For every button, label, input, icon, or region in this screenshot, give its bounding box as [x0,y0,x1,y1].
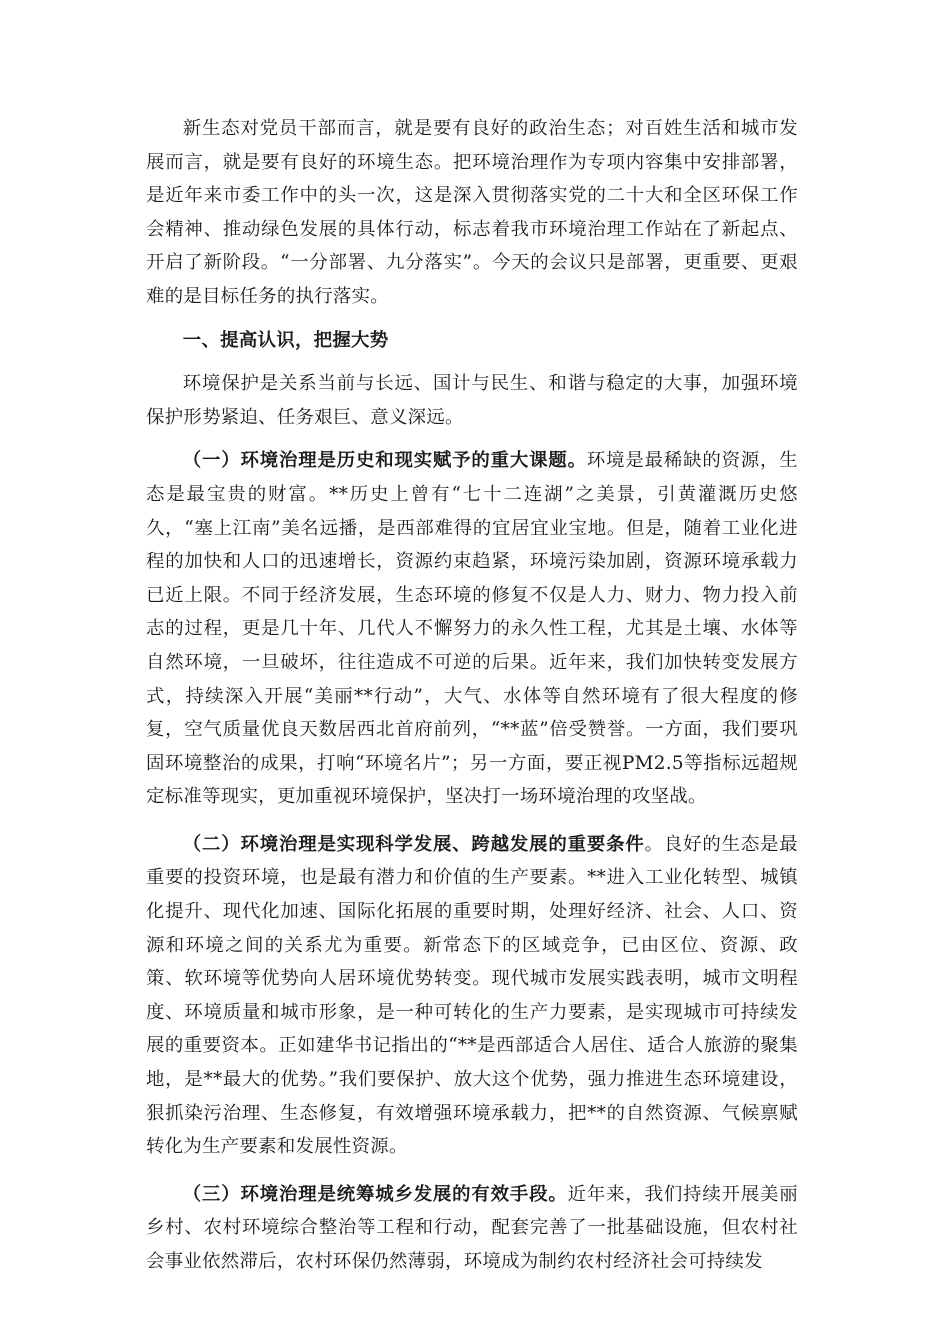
subsection-2-title: （二）环境治理是实现科学发展、跨越发展的重要条件 [182,833,645,855]
paragraph-subsection-2 [146,828,798,1164]
section-heading-1: 一、提高认识，把握大势 [182,329,389,351]
paragraph-intro: 新生态对党员干部而言，就是要有良好的政治生态；对百姓生活和城市发展而言，就是要有良好的环境生态。把环境治理作为专项内容集中安排部署，是近年来市委工作中的头一次，这是深入贯彻落实党的二十大和全区环保工作会精神、推动绿色发展的具体行动，标志着我市环境治理工作站在了新起点、开启了新阶段。“一分部署、九分落实”。今天的会议只是部署，更重要、更艰难的是目标任务的执行落实。 [146,118,798,307]
paragraph-section1-intro: 环境保护是关系当前与长远、国计与民生、和谐与稳定的大事，加强环境保护形势紧迫、任务艰巨、意义深远。 [146,373,798,428]
subsection-3-body: 近年来，我们持续开展美丽乡村、农村环境综合整治等工程和行动，配套完善了一批基础设施，但农村社会事业依然滞后，农村环保仍然薄弱，环境成为制约农村经济社会可持续发 [146,1183,798,1272]
subsection-3-title: （三）环境治理是统筹城乡发展的有效手段。 [182,1183,568,1205]
paragraph-subsection-1 [146,444,798,814]
paragraph-subsection-3 [146,1178,798,1279]
subsection-1-title: （一）环境治理是历史和现实赋予的重大课题。 [182,450,587,472]
subsection-2-body: 。良好的生态是最重要的投资环境，也是最有潜力和价值的生产要素。**进入工业化转型、城镇化提升、现代化加速、国际化拓展的重要时期，处理好经济、社会、人口、资源和环境之间的关系尤为重要。新常态下的区域竞争，已由区位、资源、政策、软环境等优势向人居环境优势转变。现代城市发展实践表明，城市文明程度、环境质量和城市形象，是一种可转化的生产力要素，是实现城市可持续发展的重要资本。正如建华书记指出的“**是西部适合人居住、适合人旅游的聚集地，是**最大的优势。”我们要保护、放大这个优势，强力推进生态环境建设，狠抓染污治理、生态修复，有效增强环境承载力，把**的自然资源、气候禀赋转化为生产要素和发展性资源。 [146,833,798,1158]
subsection-1-body: 环境是最稀缺的资源，生态是最宝贵的财富。**历史上曾有“七十二连湖”之美景，引黄灌溉历史悠久，“塞上江南”美名远播，是西部难得的宜居宜业宝地。但是，随着工业化进程的加快和人口的迅速增长，资源约束趋紧，环境污染加剧，资源环境承载力已近上限。不同于经济发展，生态环境的修复不仅是人力、财力、物力投入前志的过程，更是几十年、几代人不懈努力的永久性工程，尤其是土壤、水体等自然环境，一旦破坏，往往造成不可逆的后果。近年来，我们加快转变发展方式，持续深入开展“美丽**行动”，大气、水体等自然环境有了很大程度的修复，空气质量优良天数居西北首府前列，“**蓝”倍受赞誉。一方面，我们要巩固环境整治的成果，打响“环境名片”；另一方面，要正视PM2.5等指标远超规定标准等现实，更加重视环境保护，坚决打一场环境治理的攻坚战。 [146,450,798,808]
document-body [146,112,798,1293]
